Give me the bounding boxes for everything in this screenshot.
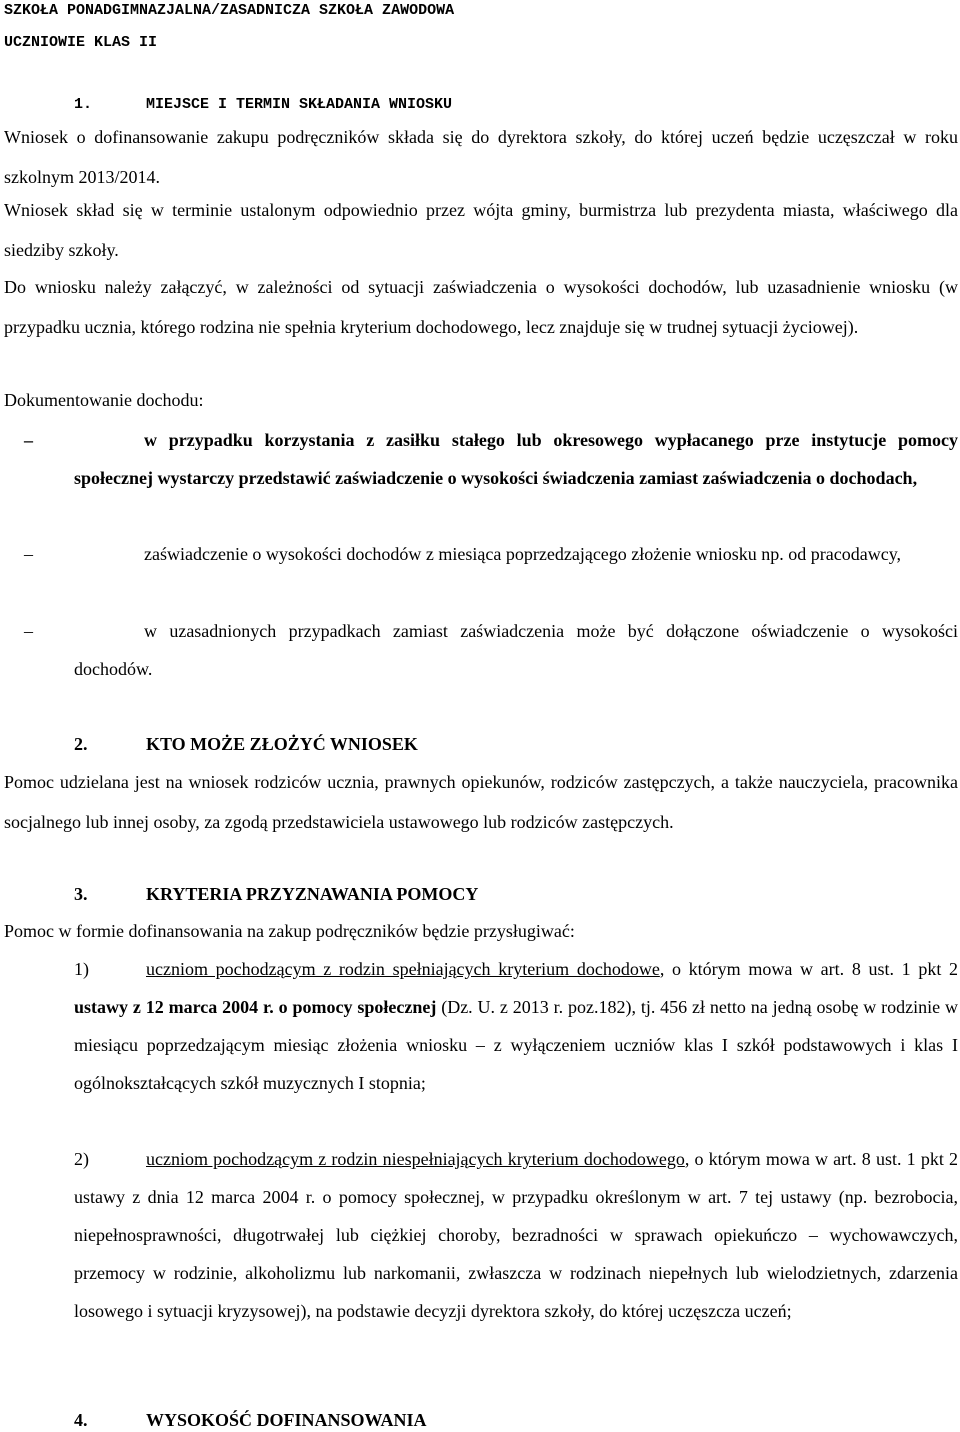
section3-intro: Pomoc w formie dofinansowania na zakup podręczników będzie przysługiwać: bbox=[4, 921, 575, 941]
section2-paragraph: Pomoc udzielana jest na wniosek rodziców ucznia, prawnych opiekunów, rodziców zastępczych, a także nauczyciela, pracownika socjalnego lub innej osoby, za zgodą przedstawiciela ustawowego lub rodziców zastępczych. bbox=[4, 772, 958, 832]
section4-title: WYSOKOŚĆ DOFINANSOWANIA bbox=[146, 1410, 427, 1430]
criteria-item-2: 2) uczniom pochodzącym z rodzin niespełniających kryterium dochodowego, o którym mowa w art. 8 ust. 1 pkt 2 ustawy z dnia 12 marca 2004 r. o pomocy społecznej, w przypadku określonym w art. 7 tej ustawy (np. bezrobocia, niepełnosprawności, długotrwałej lub ciężkiej choroby, bezradności w sprawach opiekuńczo – wychowawczych, przemocy w rodzinie, alkoholizmu lub narkomanii, zwłaszcza w rodzinach niepełnych lub wielodzietnych, zdarzenia losowego i sytuacji kryzysowej), na podstawie decyzji dyrektora szkoły, do której uczęszcza uczeń; bbox=[74, 1140, 958, 1330]
section1-number: 1. bbox=[74, 96, 93, 113]
section2-number: 2. bbox=[74, 734, 88, 754]
criteria-item-1: 1) uczniom pochodzącym z rodzin spełniających kryterium dochodowe, o którym mowa w art. 8 ust. 1 pkt 2 ustawy z 12 marca 2004 r. o pomocy społecznej (Dz. U. z 2013 r. poz.182), tj. 456 zł netto na jedną osobę w rodzinie w miesiącu poprzedzającym miesiąc złożenia wniosku – z wyłączeniem uczniów klas I szkół podstawowych i klas I ogólnokształcących szkół muzycznych I stopnia; bbox=[74, 950, 958, 1102]
section3-heading bbox=[74, 884, 479, 905]
section4-heading bbox=[74, 1410, 427, 1431]
section1-paragraph-4: Dokumentowanie dochodu: bbox=[4, 390, 204, 410]
criteria-item-1-underlined: uczniom pochodzącym z rodzin spełniających kryterium dochodowe bbox=[146, 959, 660, 979]
section1-paragraph-1: Wniosek o dofinansowanie zakupu podręczników składa się do dyrektora szkoły, do której uczeń będzie uczęszczał w roku szkolnym 2013/2014. bbox=[4, 127, 958, 187]
criteria-item-2-underlined: uczniom pochodzącym z rodzin niespełniających kryterium dochodowego bbox=[146, 1149, 685, 1169]
dash-bullet: – bbox=[24, 621, 33, 641]
section2-title: KTO MOŻE ZŁOŻYĆ WNIOSEK bbox=[146, 734, 418, 754]
dash-bullet: – bbox=[24, 544, 33, 564]
section4-number: 4. bbox=[74, 1410, 88, 1430]
class-header: UCZNIOWIE KLAS II bbox=[4, 34, 158, 51]
dash-list-item: – w uzasadnionych przypadkach zamiast zaświadczenia może być dołączone oświadczenie o wysokości dochodów. bbox=[74, 612, 958, 688]
criteria-item-1-number: 1) bbox=[74, 959, 89, 979]
section2-heading bbox=[74, 734, 418, 755]
section3-title: KRYTERIA PRZYZNAWANIA POMOCY bbox=[146, 884, 479, 904]
school-header: SZKOŁA PONADGIMNAZJALNA/ZASADNICZA SZKOŁA ZAWODOWA bbox=[4, 2, 455, 19]
section1-paragraph-2: Wniosek skład się w terminie ustalonym odpowiednio przez wójta gminy, burmistrza lub prezydenta miasta, właściwego dla siedziby szkoły. bbox=[4, 200, 958, 260]
dash-list-item: – zaświadczenie o wysokości dochodów z miesiąca poprzedzającego złożenie wniosku np. od pracodawcy, bbox=[74, 535, 958, 573]
dash-bullet: – bbox=[24, 430, 33, 450]
section3-number: 3. bbox=[74, 884, 88, 904]
section1-paragraph-3: Do wniosku należy załączyć, w zależności od sytuacji zaświadczenia o wysokości dochodów, lub uzasadnienie wniosku (w przypadku ucznia, którego rodzina nie spełnia kryterium dochodowego, lecz znajduje się w trudnej sytuacji życiowej). bbox=[4, 277, 958, 337]
section1-heading bbox=[74, 96, 453, 113]
dash-list-item: – w przypadku korzystania z zasiłku stałego lub okresowego wypłacanego prze instytucje pomocy społecznej wystarczy przedstawić zaświadczenie o wysokości świadczenia zamiast zaświadczenia o dochodach, bbox=[74, 421, 958, 497]
section1-title: MIEJSCE I TERMIN SKŁADANIA WNIOSKU bbox=[146, 96, 453, 113]
criteria-item-2-number: 2) bbox=[74, 1149, 89, 1169]
criteria-item-1-act: ustawy z 12 marca 2004 r. o pomocy społecznej bbox=[74, 997, 437, 1017]
